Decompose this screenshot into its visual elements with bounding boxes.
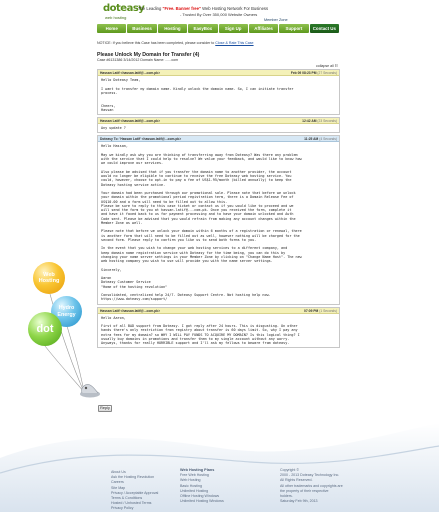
site-header [0,0,439,36]
footer-hosting-plans [180,468,224,504]
message-time: 11:25 AM [304,137,319,142]
nav-support[interactable]: Support [279,24,308,33]
nav-easybox[interactable]: EasyBox [188,24,217,33]
message-sender: Hassan Latif <hassan.latif@...com.pk> [100,119,161,123]
message-header[interactable] [98,118,339,124]
subtagline: - Trusted By Over 350,000 Website Owners [180,12,258,17]
close-rate-case-link[interactable]: Close & Rate This Case [215,41,254,45]
message-header[interactable] [98,136,339,142]
message [97,135,340,304]
tagline: The Leading "Free. Banner free" Web Hosting Network For Business [138,6,269,11]
mascot-icon [76,381,104,399]
message-body: Any update ? [101,126,126,130]
collapse-all-link[interactable]: collapse all ☷ [316,64,339,68]
footer-link[interactable]: Basic Hosting [180,483,202,488]
footer-link[interactable]: About Us [111,470,126,474]
footer-link[interactable]: Privacy Policy [111,506,134,511]
message [97,307,340,349]
nav-contact-us[interactable]: Contact Us [310,24,339,33]
message-thread [97,69,340,350]
footer-link[interactable]: Offline Hosting Windows [180,494,220,499]
message-body: Hello Hassan, May we kindly ask why you are thinking of transferring away from Doteasy? Was there any problem with the service that I could help to resolve? We value your feedback, and would like to know how we could improve our services. Also please be advised that if you transfer the domain name to another provider, the account would no longer be eligible to continue to receive the free Doteasy web hosting service. You could, however, choose to opt-in to pay a fee of US$1.95/month (billed annually) to keep the Doteasy hosting service active. Your domain had been purchased through our promotional sale. Please note that before we unlock your domain within the promotional period registration term, there is a Domain Release Fee of US$10.00 and a form will need to be filled out to allow this. Please be sure to reply to this case ticket or contact us if you would like to proceed and we will send the form to you at hassan.latif@...com.pk. Once you received the form, complete it and have it faxed back to us for payment processing and to have your domain unlocked and Auth Code sent. Please be advised that you would refrain from making any account changes within the Member Zone as well. Please note that before we unlock your domain within 6 months of a registration or renewal, there is another form that will need to be filled out as well, however nothing will be charged for the second form. Please reply to confirm you like us to send both forms to you. In the event that you wish to change your web hosting services to a different company, and keep domain name registration service with Doteasy for the time being, you can do this by changing your name server settings in your Member Zone by clicking on "Change Name Host". The new web hosting company you wish to use will provide you with the name server settings. Sincerely, Aaron Doteasy Customer Service "Home of the hosting revolution" Consolidated, centralized help 24/7. Doteasy Support Centre. Not hosting help now. https://www.doteasy.com/support/ [101,144,302,302]
hydro-energy-balloon: Hydro Energy [51,296,82,327]
message-header[interactable] [98,70,339,76]
footer-company-links [111,470,158,512]
footer-link[interactable]: Ask the Hosting Revolution [111,475,155,480]
message-sender: Hassan Latif <hassan.latif@...com.pk> [100,71,161,75]
footer-date: Saturday Feb 9th, 2013 [280,499,318,504]
logo-subtext: web hosting [105,15,127,20]
footer-link[interactable]: Free Web Hosting [180,473,209,478]
nav-hosting[interactable]: Hosting [158,24,187,33]
message-sender: Hassan Latif <hassan.latif@...com.pk> [100,308,161,313]
message-time: 07:09 PM [304,308,319,313]
message-sender: Doteasy To: 'Hassan Latif' <hassan.latif@...com.pk> [100,137,182,142]
footer-link[interactable]: Unlimited Hosting Windows [180,499,224,504]
footer-link[interactable]: Privacy / Acceptable Approval [111,490,159,495]
footer-link[interactable]: Site Map [111,485,126,490]
main-nav [97,24,339,33]
footer-heading: Web Hosting Plans [180,468,215,472]
message [97,117,340,133]
collapse-icon: ☷ [334,64,339,68]
web-hosting-balloon: Web Hosting [33,262,65,294]
logo-text: doteasy [103,3,145,14]
doteasy-logo[interactable] [103,3,145,21]
site-footer [0,418,439,512]
message [97,69,340,115]
message-ago: (23 Seconds) [317,119,337,123]
footer-link[interactable]: Web Hosting [180,478,201,483]
message-body: Hello Aaron, First of all BAD support from Doteasy. I got reply after 24 hours. This is disgusting. On other hands there's only restriction from registry about transfer is 60 days limit. So, why I pay any extra fees for my domain? so WHY I WILL PAY FUNDS TO ACQUIRE MY DOMAIN? Is this logical thing? I usually buy domains in promotions and transfer them to my single account without any worry. Anyways, thanks for really HORRIBLE support and I'll ask my fellows to beware from doteasy. [101,315,300,345]
message-ago: (27 Seconds) [317,71,337,75]
footer-link[interactable]: Hosted / Unhosted Terms [111,501,152,506]
page-title: Please Unlock My Domain for Transfer (4) [97,52,200,58]
message-time: Feb 09 08:23 PM [290,71,317,75]
message-header[interactable] [98,308,339,314]
nav-affiliates[interactable]: Affiliates [249,24,278,33]
reply-button[interactable]: Reply [98,405,112,412]
footer-link[interactable]: Unlimited Hosting [180,488,209,493]
message-body: Hello Doteasy Team, I want to transfer my domain name. Kindly unlock the domain name. So, I can initiate transfer process. Cheers, Hassan [101,78,294,112]
dot-balloon: dot [28,312,62,346]
message-ago: (4 Seconds) [319,137,337,142]
message-ago: (1 Seconds) [319,308,337,313]
footer-link[interactable]: Careers [111,480,124,485]
footer-copyright: Copyright © 2000 - 2013 Doteasy Technology Inc. All Rights Reserved. All other trademarks and copyrights are the property of their respective holders. Saturday Feb 9th, 2013 [280,468,352,504]
case-notice: NOTICE: If you believe this Case has been completed, please consider to Close & Rate This Case [97,41,254,45]
nav-sign-up[interactable]: Sign Up [219,24,248,33]
nav-home[interactable]: Home [97,24,126,33]
message-time: 12:42 AM [302,119,317,123]
member-zone-link[interactable]: Member Zone [264,18,288,22]
case-info: Case #6131386 3/14/2012 Domain Name: ......com [97,58,179,62]
nav-business[interactable]: Business [127,24,156,33]
footer-link[interactable]: Terms & Conditions [111,496,143,501]
